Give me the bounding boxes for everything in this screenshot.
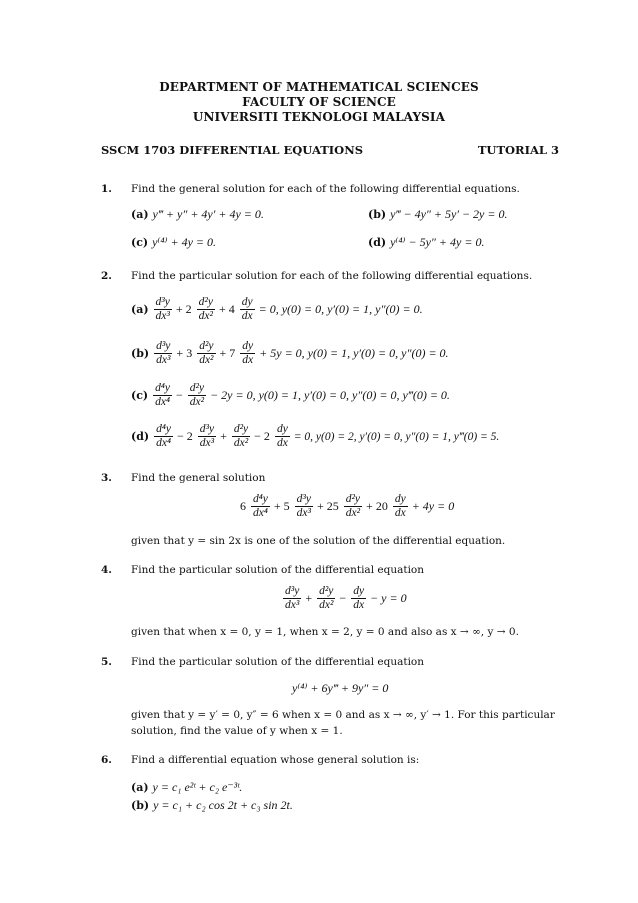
tutorial-number: TUTORIAL 3 bbox=[477, 143, 559, 157]
q6a-label: (a) bbox=[131, 781, 149, 794]
q2b-conditions: + 5y = 0, y(0) = 1, y′(0) = 0, y″(0) = 0. bbox=[259, 346, 449, 360]
q2a-label: (a) bbox=[131, 303, 149, 316]
question-2a: (a) $\frac{\text{d³y}}{\text{dx³}}$ + 2 $\frac{\text{d²y}}{\text{dx²}}$ + 4 $\frac{dy}{dx}$ = 0, y(0) = 0, y′(0) = 1, y″(0) = 0. bbox=[131, 296, 423, 322]
question-2c: (c) $\frac{\text{d⁴y}}{\text{dx⁴}}$ − $\frac{\text{d²y}}{\text{dx²}}$ − 2y = 0, y(0) = 1, y′(0) = 0, y″(0) = 0, y‴(0) = 0. bbox=[131, 382, 450, 408]
q1c-equation: y⁽⁴⁾ + 4y = 0. bbox=[152, 235, 217, 249]
question-5-given-line2: solution, find the value of y when x = 1. bbox=[131, 725, 343, 737]
q1d-equation: y⁽⁴⁾ − 5y″ + 4y = 0. bbox=[390, 235, 485, 249]
q6a-equation: y = c₁ e²ᵗ + c₂ e⁻³ᵗ. bbox=[152, 780, 243, 794]
question-2-text: Find the particular solution for each of the following differential equations. bbox=[131, 270, 533, 282]
question-1c bbox=[131, 235, 220, 250]
question-5-number: 5. bbox=[101, 656, 112, 668]
q6b-equation: y = c₁ + c₂ cos 2t + c₃ sin 2t. bbox=[153, 798, 293, 812]
q2d-conditions: = 0, y(0) = 2, y′(0) = 0, y″(0) = 1, y‴(0) = 5. bbox=[293, 430, 500, 443]
q2c-conditions: − 2y = 0, y(0) = 1, y′(0) = 0, y″(0) = 0, y‴(0) = 0. bbox=[210, 388, 450, 402]
q2b-label: (b) bbox=[131, 347, 150, 360]
question-6-number: 6. bbox=[101, 754, 112, 766]
question-4-given: given that when x = 0, y = 1, when x = 2, y = 0 and also as x → ∞, y → 0. bbox=[131, 626, 519, 638]
question-2-number: 2. bbox=[101, 270, 112, 282]
question-5-text: Find the particular solution of the differential equation bbox=[131, 656, 425, 668]
university-heading: UNIVERSITI TEKNOLOGI MALAYSIA bbox=[192, 110, 446, 124]
question-3-equation: 6 $\frac{\text{d⁴y}}{\text{dx⁴}}$ + 5 $\frac{\text{d³y}}{\text{dx³}}$ + 25 $\frac{\text{d²y}}{\text{dx²}}$ + 20 $\frac{dy}{dx}$ + 4y = 0 bbox=[240, 493, 455, 519]
question-4-equation: $\frac{\text{d³y}}{\text{dx³}}$ + $\frac{\text{d²y}}{\text{dx²}}$ − $\frac{dy}{dx}$ − y = 0 bbox=[285, 585, 407, 611]
question-1-number: 1. bbox=[101, 183, 112, 195]
q2a-conditions: = 0, y(0) = 0, y′(0) = 1, y″(0) = 0. bbox=[258, 302, 423, 316]
question-3-number: 3. bbox=[101, 472, 112, 484]
q4-equation-tail: − y = 0 bbox=[370, 591, 407, 605]
question-4-number: 4. bbox=[101, 564, 112, 576]
question-1b bbox=[368, 207, 511, 222]
q1b-equation: y‴ − 4y″ + 5y′ − 2y = 0. bbox=[390, 207, 508, 221]
department-heading: DEPARTMENT OF MATHEMATICAL SCIENCES bbox=[159, 80, 479, 94]
q1a-label: (a) bbox=[131, 208, 149, 221]
question-3-text: Find the general solution bbox=[131, 472, 266, 484]
course-title: SSCM 1703 DIFFERENTIAL EQUATIONS bbox=[101, 143, 364, 157]
question-2d: (d) $\frac{\text{d⁴y}}{\text{dx⁴}}$ − 2 $\frac{\text{d³y}}{\text{dx³}}$ + $\frac{\text{d²y}}{\text{dx²}}$ − 2 $\frac{dy}{dx}$ = 0, y(0) = 2, y′(0) = 0, y″(0) = 1, y‴(0) = 5. bbox=[131, 423, 500, 449]
q1a-equation: y‴ + y″ + 4y′ + 4y = 0. bbox=[152, 207, 264, 221]
question-2b: (b) $\frac{\text{d³y}}{\text{dx³}}$ + 3 $\frac{\text{d²y}}{\text{dx²}}$ + 7 $\frac{dy}{dx}$ + 5y = 0, y(0) = 1, y′(0) = 0, y″(0) = 0. bbox=[131, 340, 449, 366]
question-1-text: Find the general solution for each of the following differential equations. bbox=[131, 183, 520, 195]
question-1a bbox=[131, 207, 268, 222]
question-5-equation: y⁽⁴⁾ + 6y‴ + 9y″ = 0 bbox=[292, 681, 389, 695]
question-6-text: Find a differential equation whose general solution is: bbox=[131, 754, 420, 766]
question-1d bbox=[368, 235, 488, 250]
question-3-given: given that y = sin 2x is one of the solution of the differential equation. bbox=[131, 535, 506, 547]
q1c-label: (c) bbox=[131, 236, 149, 249]
q6b-label: (b) bbox=[131, 799, 150, 812]
question-5-given-line1: given that y = y′ = 0, y″ = 6 when x = 0 and as x → ∞, y′ → 1. For this particular bbox=[131, 709, 555, 721]
q1b-label: (b) bbox=[368, 208, 387, 221]
faculty-heading: FACULTY OF SCIENCE bbox=[242, 95, 396, 109]
question-6a bbox=[131, 780, 246, 795]
question-6b bbox=[131, 798, 297, 813]
question-4-text: Find the particular solution of the differential equation bbox=[131, 564, 425, 576]
q2c-label: (c) bbox=[131, 389, 149, 402]
q1d-label: (d) bbox=[368, 236, 387, 249]
q3-equation-tail: + 4y = 0 bbox=[411, 499, 455, 513]
q2d-label: (d) bbox=[131, 430, 150, 443]
